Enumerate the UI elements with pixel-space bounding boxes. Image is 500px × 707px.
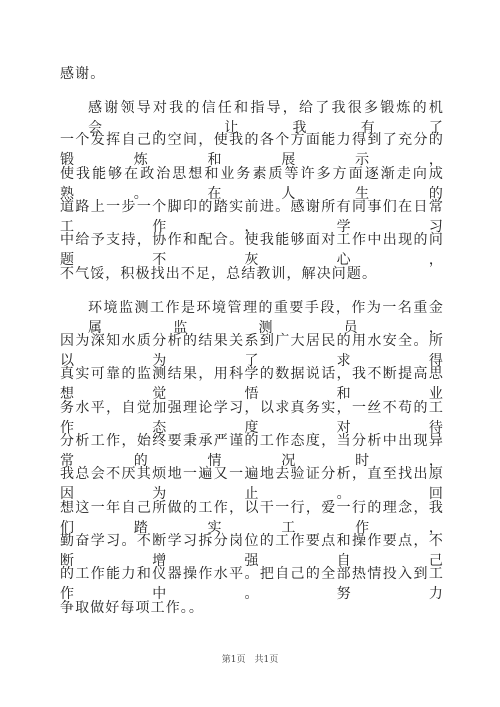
text-line: 感谢。 bbox=[60, 66, 106, 82]
text-line: 不气馁，积极找出不足，总结教训，解决问题。 bbox=[60, 266, 378, 282]
page-footer: 第1页 共1页 bbox=[221, 655, 279, 665]
text-line: 道路上一步一个脚印的踏实前进。感谢所有同事们在日常工作，学习 bbox=[60, 199, 444, 235]
paragraph-first-line: 感谢领导对我的信任和指导，给了我很多锻炼的机会，让我有了 bbox=[88, 100, 444, 136]
text-line: 分析工作，始终要秉承严谨的工作态度，当分析中出现异常的情况时， bbox=[60, 433, 444, 469]
text-line: 中给予支持，协作和配合。使我能够面对工作中出现的问题不灰心， bbox=[60, 232, 444, 268]
text-line: 我总会不厌其烦地一遍又一遍地去验证分析，直至找出原因为止。回 bbox=[60, 466, 444, 502]
text-line: 的工作能力和仪器操作水平。把自己的全部热情投入到工作中。努力 bbox=[60, 566, 444, 602]
text-line: 勤奋学习。不断学习拆分岗位的工作要点和操作要点，不断增强自己 bbox=[60, 533, 444, 569]
text-line: 使我能够在政治思想和业务素质等许多方面逐渐走向成熟。在人生的 bbox=[60, 166, 444, 202]
text-line: 因为深知水质分析的结果关系到广大居民的用水安全。所以为了求得 bbox=[60, 333, 444, 369]
text-line: 一个发挥自己的空间，使我的各个方面能力得到了充分的锻炼和展示， bbox=[60, 132, 444, 168]
text-line: 争取做好每项工作。。 bbox=[60, 600, 204, 616]
text-line: 务水平，自觉加强理论学习，以求真务实，一丝不苟的工作态度对待 bbox=[60, 400, 444, 436]
paragraph-first-line: 环境监测工作是环境管理的重要手段，作为一名重金属监测员， bbox=[88, 300, 444, 336]
text-line: 想这一年自己所做的工作，以干一行，爱一行的理念，我们踏实工作， bbox=[60, 500, 444, 536]
text-line: 真实可靠的监测结果，用科学的数据说话，我不断提高思想觉悟和业 bbox=[60, 366, 444, 402]
